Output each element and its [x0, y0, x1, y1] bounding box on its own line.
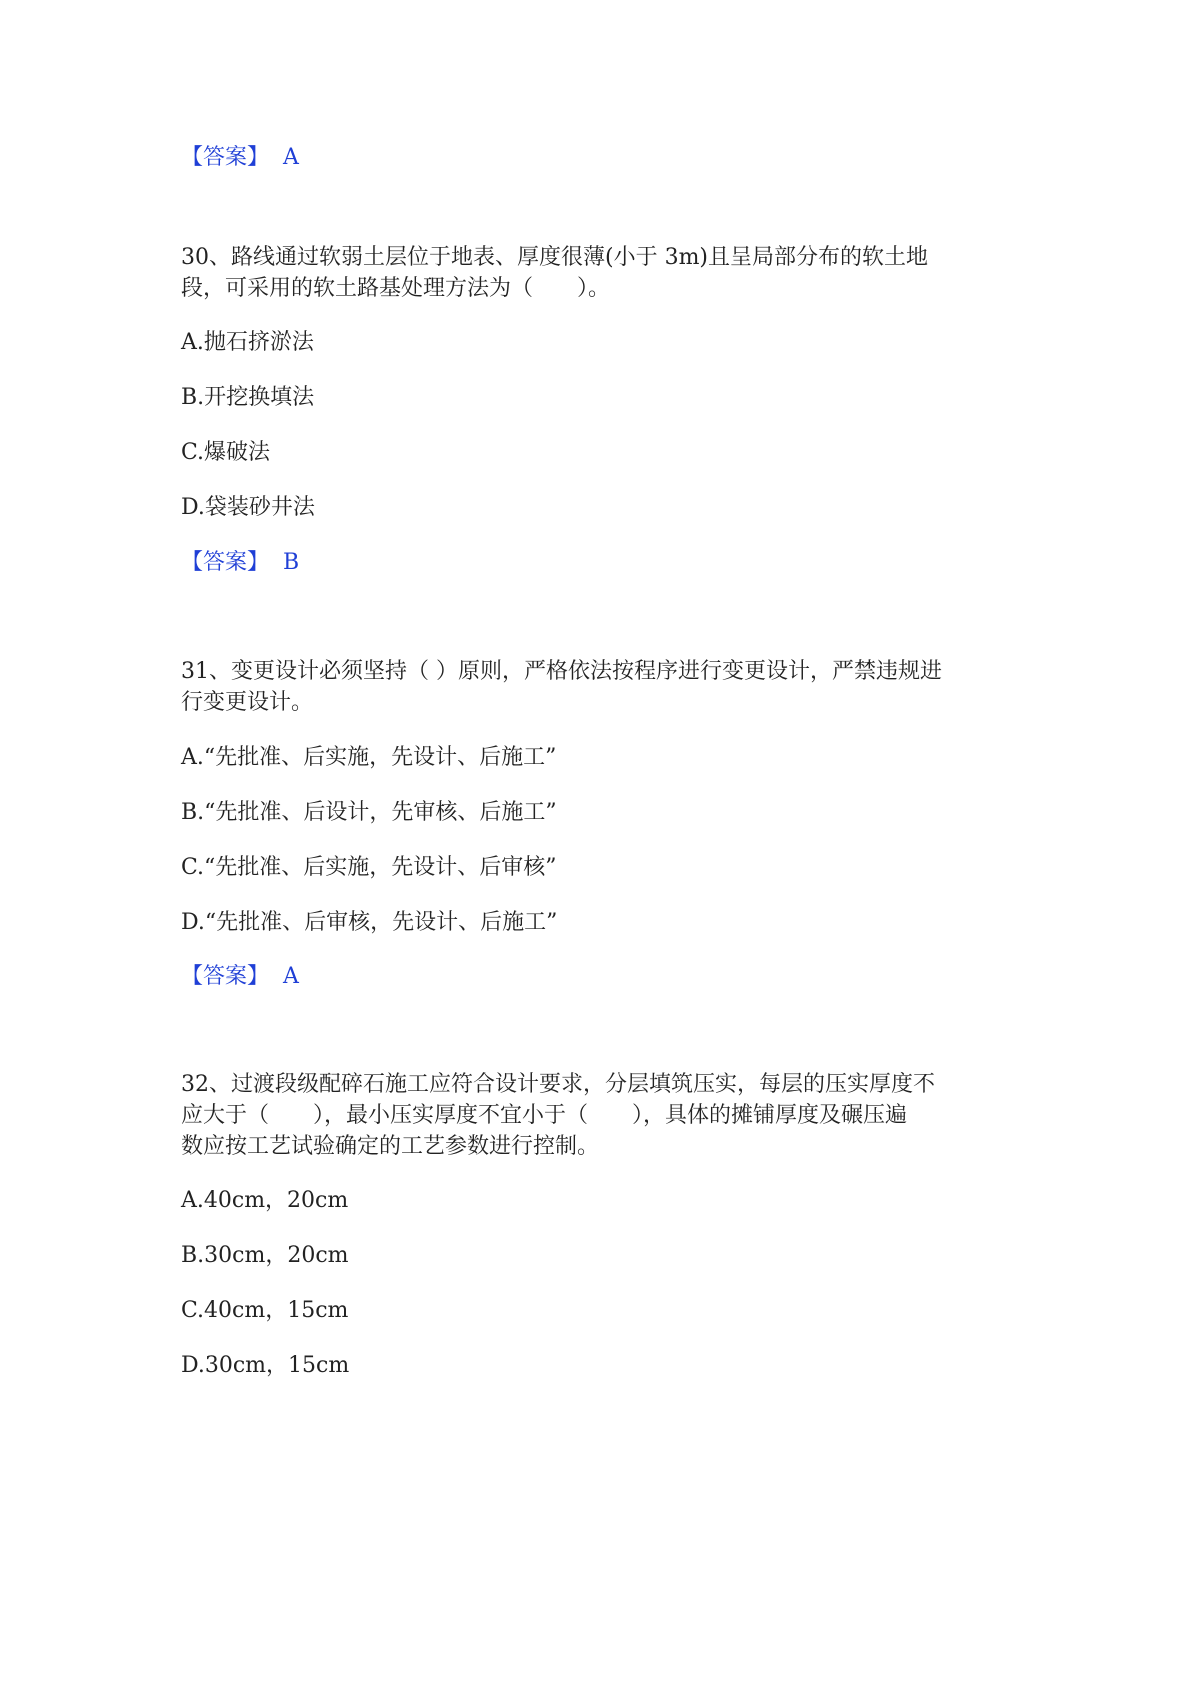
question-32-stem-line-3: 数应按工艺试验确定的工艺参数进行控制。 [181, 1134, 600, 1159]
question-30-option-c: C.爆破法 [181, 440, 271, 465]
answer-label: 【答案】 [181, 964, 270, 989]
question-31-answer [181, 962, 299, 992]
question-30-option-b: B.开挖换填法 [181, 385, 315, 410]
question-31-option-d: D.“先批准、后审核，先设计、后施工” [181, 910, 558, 935]
question-32-option-a: A.40cm，20cm [181, 1188, 349, 1213]
question-32-option-c: C.40cm，15cm [181, 1298, 349, 1323]
question-32-option-d: D.30cm，15cm [181, 1353, 350, 1378]
answer-label: 【答案】 [181, 145, 270, 170]
question-32-stem-line-1: 32、过渡段级配碎石施工应符合设计要求，分层填筑压实，每层的压实厚度不 [181, 1072, 935, 1097]
question-32-option-b: B.30cm，20cm [181, 1243, 349, 1268]
question-31-option-c: C.“先批准、后实施，先设计、后审核” [181, 855, 557, 880]
question-31-option-b: B.“先批准、后设计，先审核、后施工” [181, 800, 557, 825]
answer-label: 【答案】 [181, 550, 270, 575]
question-30-stem-line-1: 30、路线通过软弱土层位于地表、厚度很薄(小于 3m)且呈局部分布的软土地 [181, 245, 929, 270]
answer-value: A [283, 964, 299, 989]
answer-value: B [283, 550, 300, 575]
question-32-stem-line-2: 应大于（ ），最小压实厚度不宜小于（ ），具体的摊铺厚度及碾压遍 [181, 1103, 908, 1128]
question-30-answer [181, 548, 299, 578]
question-30-option-a: A.抛石挤淤法 [181, 330, 314, 355]
question-31-stem-line-1: 31、变更设计必须坚持（ ）原则，严格依法按程序进行变更设计，严禁违规进 [181, 659, 942, 684]
question-30-stem-line-2: 段，可采用的软土路基处理方法为（ ）。 [181, 276, 611, 301]
answer-line [181, 143, 299, 173]
question-31-option-a: A.“先批准、后实施，先设计、后施工” [181, 745, 557, 770]
question-30-option-d: D.袋装砂井法 [181, 495, 315, 520]
question-31-stem-line-2: 行变更设计。 [181, 690, 314, 715]
answer-value: A [283, 145, 299, 170]
